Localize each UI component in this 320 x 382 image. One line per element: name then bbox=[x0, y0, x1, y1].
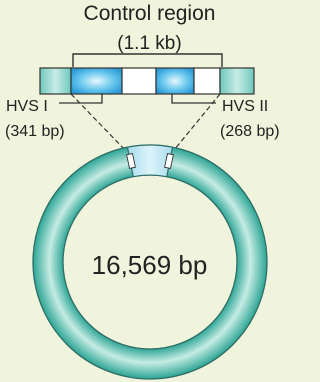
strip-flank-left bbox=[40, 68, 71, 94]
hvs-1-segment bbox=[71, 68, 122, 94]
strip-spacer bbox=[194, 68, 220, 94]
hvs-2-segment bbox=[156, 68, 194, 94]
genome-length: 16,569 bp bbox=[91, 250, 208, 280]
hvs-2-pointer bbox=[172, 94, 216, 103]
hvs-1-label: HVS I bbox=[6, 98, 48, 115]
strip-spacer bbox=[122, 68, 156, 94]
hvs-1-pointer bbox=[59, 94, 102, 103]
control-region-strip bbox=[40, 68, 254, 94]
strip-flank-right bbox=[220, 68, 254, 94]
control-region-size: (1.1 kb) bbox=[117, 33, 182, 54]
hvs-1-length: (341 bp) bbox=[5, 123, 65, 140]
control-region-title: Control region bbox=[83, 2, 216, 25]
hvs-2-label: HVS II bbox=[222, 98, 269, 115]
control-region-bracket bbox=[73, 54, 222, 67]
hvs-2-length: (268 bp) bbox=[220, 123, 280, 140]
